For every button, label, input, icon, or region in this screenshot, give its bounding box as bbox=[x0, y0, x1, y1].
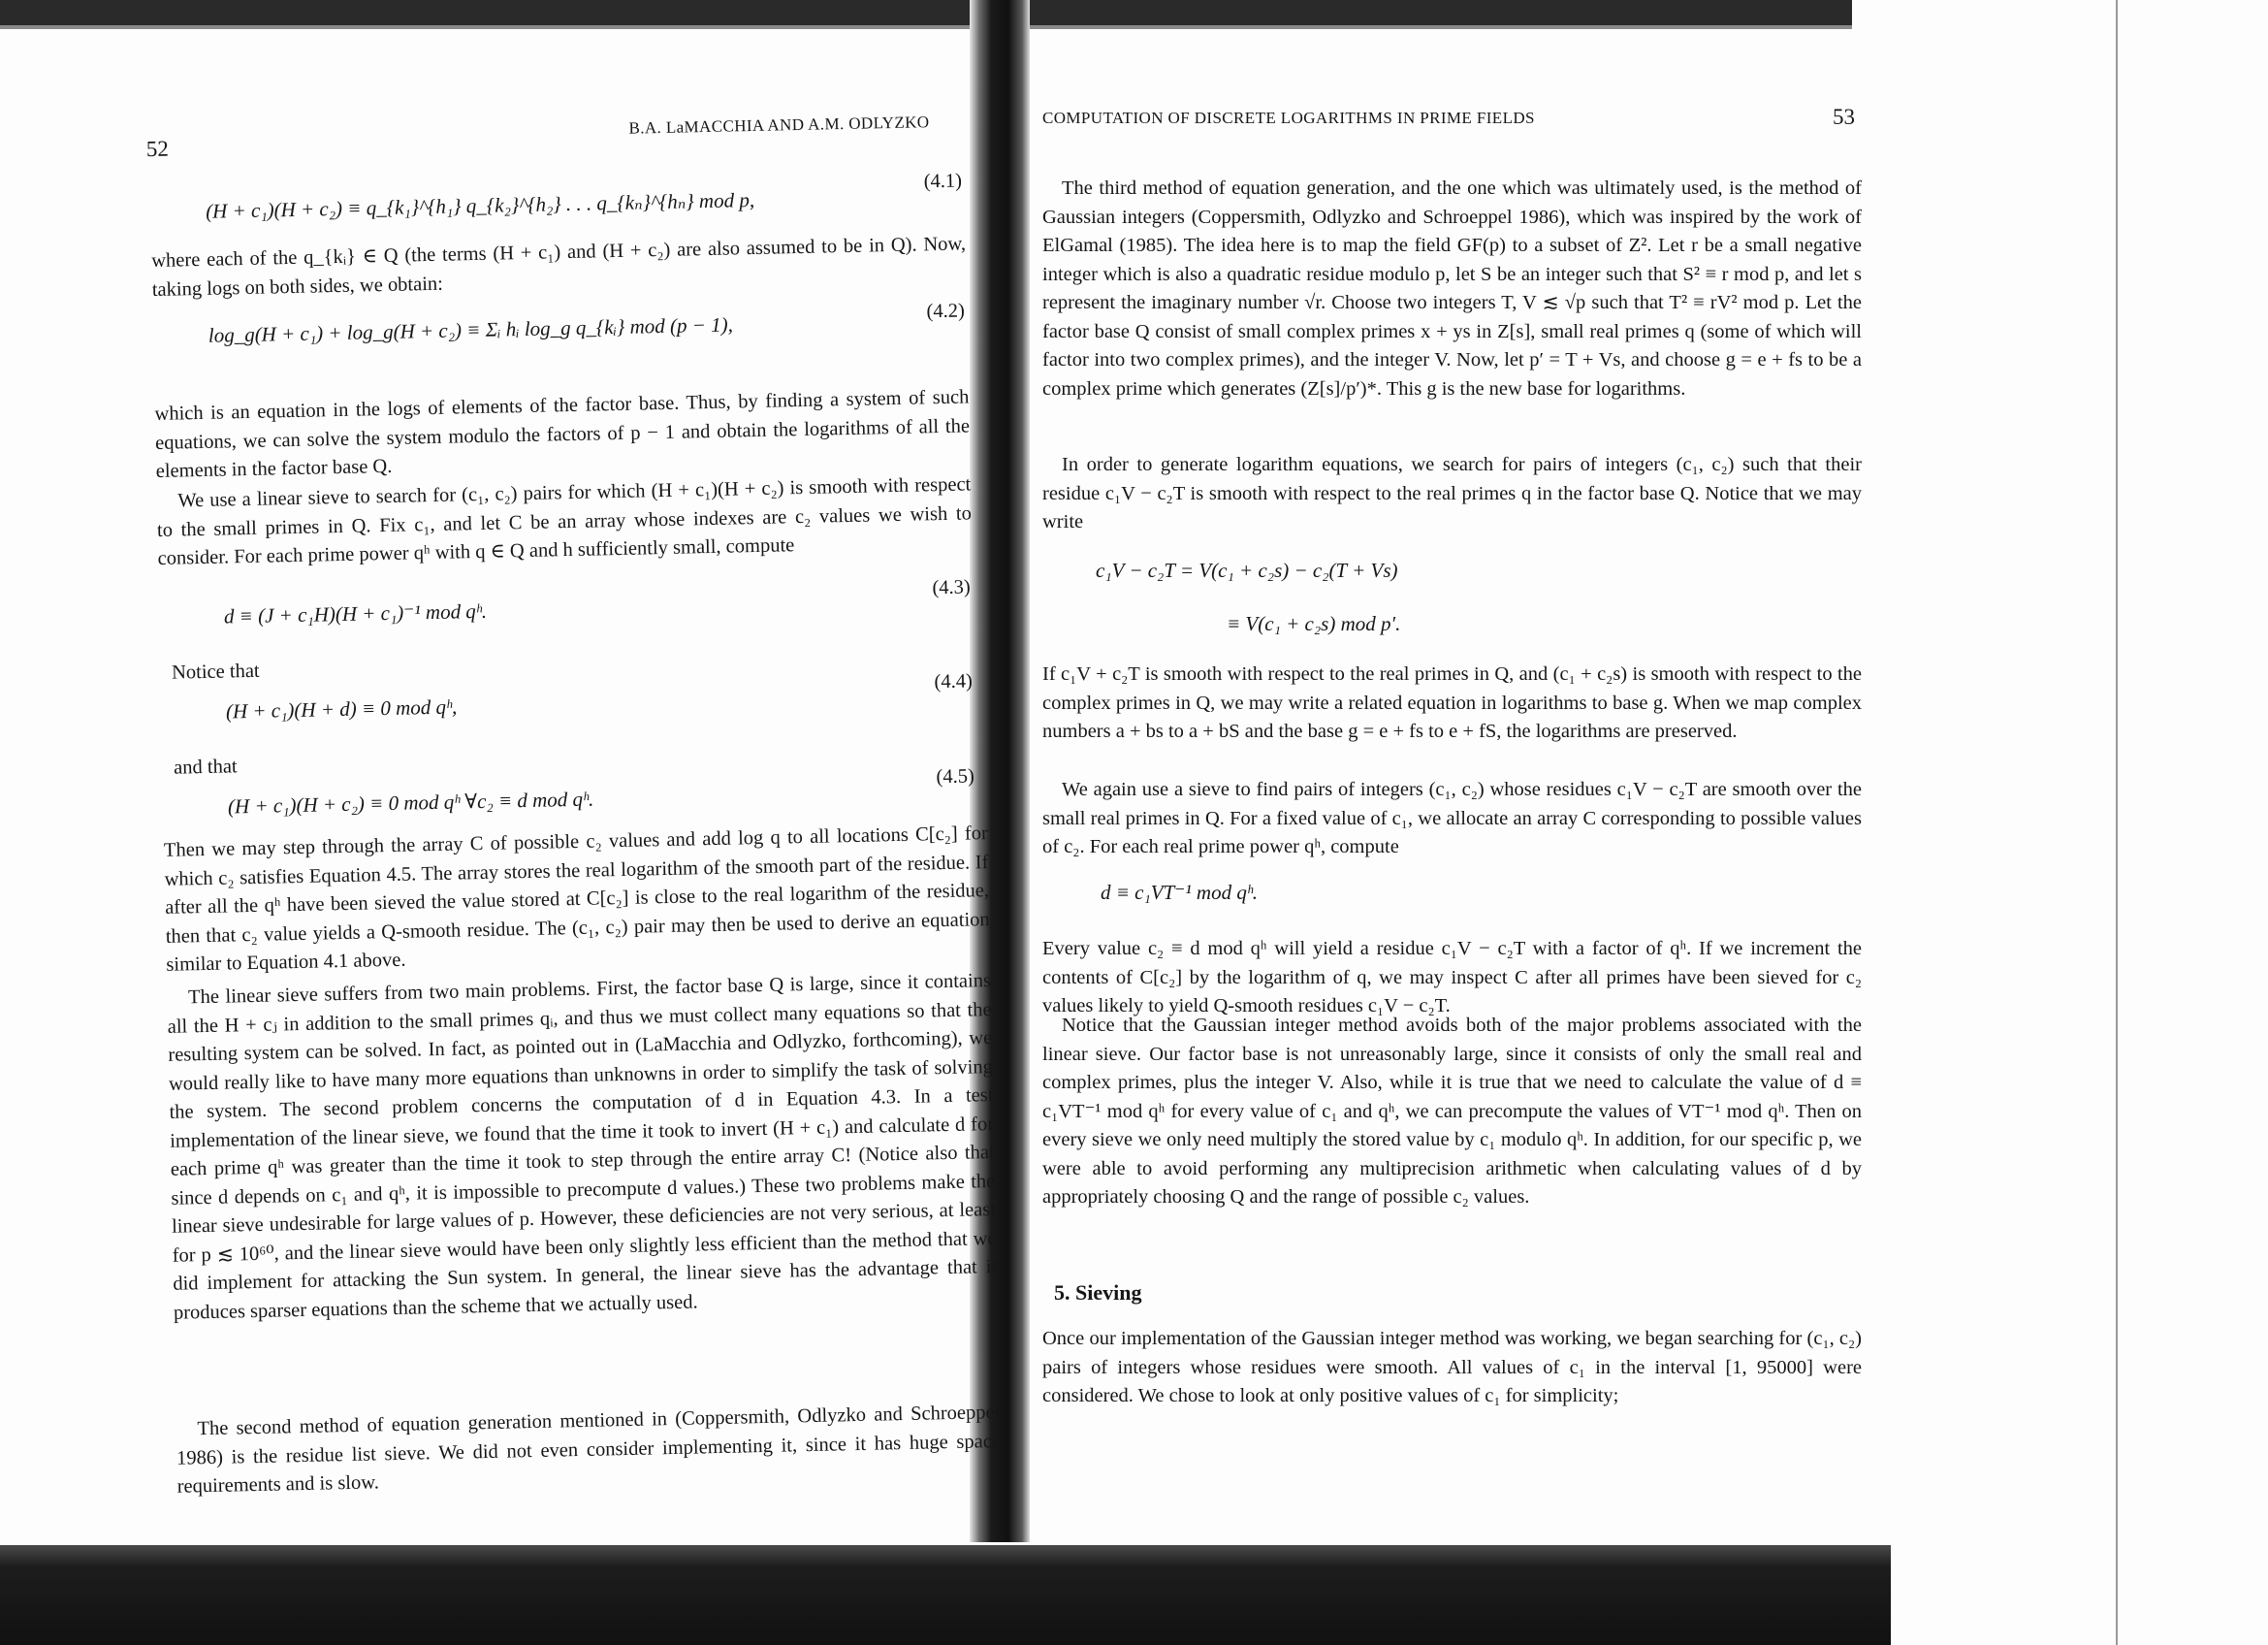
page-number: 53 bbox=[1833, 105, 1855, 129]
equation-number-4-2: (4.2) bbox=[926, 300, 965, 323]
running-head: COMPUTATION OF DISCRETE LOGARITHMS IN PRIME FIELDS bbox=[1042, 109, 1535, 127]
equation-number-4-1: (4.1) bbox=[923, 170, 963, 193]
section-heading: 5. Sieving bbox=[1054, 1280, 1142, 1305]
paragraph-6: The second method of equation generation mentioned in (Coppersmith, Odlyzko and Schroeppel 1986) is the residue list sieve. We did not even consider implementing it, since it has huge space requirements and is slow. bbox=[176, 1401, 1002, 1498]
paragraph-2: In order to generate logarithm equations, we search for pairs of integers (c₁, c₂) such that their residue c₁V − c₂T is smooth with respect to the real primes q in the factor base Q. Notice that we may write bbox=[1042, 454, 1862, 532]
paragraph-5: Every value c₂ ≡ d mod qʰ will yield a residue c₁V − c₂T with a factor of qʰ. If we increment the contents of C[c₂] by the logarithm of q, we may inspect C after all primes have been sieved for c₂ values likely to yield Q-smooth residues c₁V − c₂T. bbox=[1042, 938, 1862, 1016]
equation-4-4: (H + c₁)(H + d) ≡ 0 mod qʰ, bbox=[225, 694, 458, 724]
page-number: 52 bbox=[145, 136, 170, 162]
notice-that-text: Notice that bbox=[171, 660, 260, 684]
paragraph-2: which is an equation in the logs of elements of the factor base. Thus, by finding a system of such equations, we can solve the system modulo the factors of p − 1 and obtain the logarithms of all the elements in the factor base Q. bbox=[154, 386, 971, 482]
paragraph-1: where each of the q_{kᵢ} ∈ Q (the terms (H + c₁) and (H + c₂) are also assumed to be in Q). Now, taking logs on both sides, we obtain: bbox=[150, 233, 967, 301]
left-page bbox=[145, 94, 1002, 1498]
equation-4-2: log_g(H + c₁) + log_g(H + c₂) ≡ Σᵢ hᵢ log_g q_{kᵢ} mod (p − 1), bbox=[208, 312, 734, 347]
paragraph-3: We use a linear sieve to search for (c₁, c₂) pairs for which (H + c₁)(H + c₂) is smooth with respect to the small primes in Q. Fix c₁, and let C be an array whose indexes are c₂ values we wish to consider. For each prime power qʰ with q ∈ Q and h sufficiently small, compute bbox=[156, 473, 973, 569]
paragraph-1: The third method of equation generation, and the one which was ultimately used, is the method of Gaussian integers (Coppersmith, Odlyzko and Schroeppel 1986), which was inspired by the work of ElGamal (1985). The idea here is to map the field GF(p) to a subset of Z². Let r be a small negative integer which is also a quadratic residue modulo p, let S be an integer such that S² ≡ r mod p, and let s represent the imaginary number √r. Choose two integers T, V ≲ √p such that T² ≡ rV² mod p. Let the factor base Q consist of small complex primes x + ys in Z[s], small real primes q (some of which will factor into two complex primes), and the integer V. Now, let p′ = T + Vs, and choose g = e + fs to be a complex prime which generates (Z[s]/p′)*. This g is the new base for logarithms. bbox=[1042, 177, 1862, 400]
paragraph-7: Once our implementation of the Gaussian integer method was working, we began searching for (c₁, c₂) pairs of integers whose residues were smooth. All values of c₁ in the interval [1, 95000] were considered. We chose to look at only positive values of c₁ for simplicity; bbox=[1042, 1328, 1862, 1406]
scan-top-border-edge bbox=[0, 25, 1852, 29]
equation-number-4-4: (4.4) bbox=[934, 670, 973, 693]
equation-4-1: (H + c₁)(H + c₂) ≡ q_{k₁}^{h₁} q_{k₂}^{h₂} . . . q_{kₙ}^{hₙ} mod p, bbox=[205, 187, 755, 223]
page-right-edge bbox=[2116, 0, 2118, 1645]
paragraph-3: If c₁V + c₂T is smooth with respect to the real primes in Q, and (c₁ + c₂s) is smooth with respect to the complex primes in Q, we may write a related equation in logarithms to base g. When we map complex numbers a + bs to a + bS and the base g = e + fs to e + fS, the logarithms are preserved. bbox=[1042, 663, 1862, 742]
paragraph-6: Notice that the Gaussian integer method avoids both of the major problems associated with the linear sieve. Our factor base is not unreasonably large, since it consists of only the small real and complex primes, plus the integer V. Also, while it is true that we need to calculate the value of d ≡ c₁VT⁻¹ mod qʰ for every value of c₁ and qʰ, we can precompute the values of VT⁻¹ mod qʰ. Then on every sieve we only need multiply the stored value by c₁ modulo qʰ. In addition, for our specific p, we were able to avoid performing any multiprecision arithmetic when calculating values of d by appropriately choosing Q and the range of possible c₂ values. bbox=[1042, 1015, 1862, 1208]
equation-number-4-3: (4.3) bbox=[932, 576, 971, 599]
paragraph-4: We again use a sieve to find pairs of integers (c₁, c₂) whose residues c₁V − c₂T are smooth over the small real primes in Q. For a fixed value of c₁, we allocate an array C corresponding to possible values of c₂. For each real prime power qʰ, compute bbox=[1042, 779, 1862, 857]
running-head: B.A. LaMACCHIA AND A.M. ODLYZKO bbox=[628, 113, 930, 138]
paragraph-4: Then we may step through the array C of possible c₂ values and add log q to all locations C[c₂] for which c₂ satisfies Equation 4.5. The array stores the real logarithm of the smooth part of the residue. If after all the qʰ have been sieved the value stored at C[c₂] is close to the real logarithm of the residue, then that c₂ value yields a Q-smooth residue. The (c₁, c₂) pair may then be used to derive an equation similar to Equation 4.1 above. bbox=[163, 822, 990, 976]
equation-residue: c₁V − c₂T = V(c₁ + c₂s) − c₂(T + Vs) bbox=[1096, 559, 1398, 582]
scan-bottom-border bbox=[0, 1545, 1891, 1645]
paragraph-5: The linear sieve suffers from two main problems. First, the factor base Q is large, since it contains all the H + cⱼ in addition to the small primes qᵢ, and thus we must collect many equations so that the resulting system can be solved. In fact, as pointed out in (LaMacchia and Odlyzko, forthcoming), we would really like to have many more equations than unknowns in order to simplify the task of solving the system. The second problem concerns the computation of d in Equation 4.3. In a test implementation of the linear sieve, we found that the time it took to invert (H + c₁) and calculate d for each prime qʰ was greater than the time it took to step through the entire array C! (Notice also that since d depends on c₁ and qʰ, it is impossible to precompute d values.) These two problems make the linear sieve undesirable for large values of p. However, these deficiencies are not very serious, at least for p ≲ 10⁶⁰, and the linear sieve would have been only slightly less efficient than the method that we did implement for attacking the Sun system. In general, the linear sieve has the advantage that it produces sparser equations than the scheme that we actually used. bbox=[167, 970, 998, 1324]
equation-number-4-5: (4.5) bbox=[936, 765, 975, 789]
and-that-text: and that bbox=[173, 756, 238, 779]
equation-d: d ≡ c₁VT⁻¹ mod qʰ. bbox=[1101, 881, 1259, 904]
equation-4-3: d ≡ (J + c₁H)(H + c₁)⁻¹ mod qʰ. bbox=[223, 598, 488, 629]
book-spine-shadow bbox=[970, 0, 1030, 1542]
scan-top-border bbox=[0, 0, 1852, 25]
equation-residue-mod: ≡ V(c₁ + c₂s) mod p′. bbox=[1227, 612, 1401, 635]
equation-4-5: (H + c₁)(H + c₂) ≡ 0 mod qʰ ∀c₂ ≡ d mod qʰ. bbox=[227, 787, 594, 819]
